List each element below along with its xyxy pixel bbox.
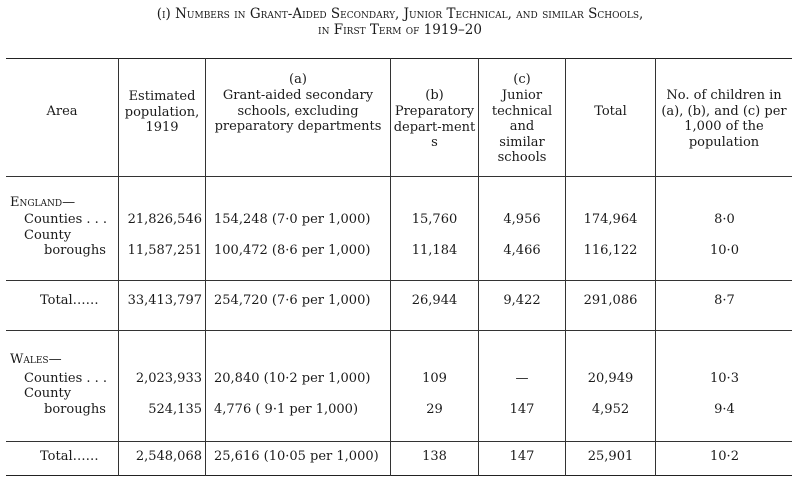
col-divider-2 — [205, 58, 206, 476]
england-counties-area: Counties . . . — [24, 212, 108, 227]
wales-total-preparatory: 138 — [422, 449, 447, 464]
england-total-area: Total…… — [40, 293, 99, 308]
rule-header-bottom — [6, 176, 792, 177]
england-total-junior: 9,422 — [503, 293, 541, 308]
england-total-total: 291,086 — [583, 293, 638, 308]
wales-counties-junior: — — [515, 371, 529, 386]
england-boroughs-preparatory: 11,184 — [411, 243, 458, 258]
rule-england-total-bottom — [6, 330, 792, 331]
england-counties-secondary: 154,248 (7·0 per 1,000) — [214, 212, 371, 227]
header-col-a: Grant-aided secondary schools, excluding preparatory departments — [214, 88, 382, 134]
col-divider-5 — [565, 58, 566, 476]
wales-total-population: 2,548,068 — [135, 449, 202, 464]
wales-counties-total: 20,949 — [587, 371, 634, 386]
wales-boroughs-population: 524,135 — [148, 402, 202, 417]
header-per-1000: No. of children in (a), (b), and (c) per 1,000 of the population — [661, 88, 787, 150]
england-counties-junior: 4,956 — [503, 212, 541, 227]
england-total-population: 33,413,797 — [127, 293, 202, 308]
wales-counties-population: 2,023,933 — [135, 371, 202, 386]
england-boroughs-junior: 4,466 — [503, 243, 541, 258]
rule-top — [6, 58, 792, 59]
wales-boroughs-area-2: boroughs — [44, 402, 106, 417]
wales-boroughs-junior: 147 — [509, 402, 535, 417]
england-total-per-1000: 8·7 — [714, 293, 735, 308]
wales-total-junior: 147 — [509, 449, 535, 464]
rule-wales-total-top — [6, 441, 792, 442]
england-counties-population: 21,826,546 — [127, 212, 202, 227]
table-subtitle: in First Term of 1919–20 — [318, 22, 482, 38]
wales-total-area: Total…… — [40, 449, 99, 464]
wales-label: Wales— — [10, 352, 62, 367]
col-divider-6 — [655, 58, 656, 476]
col-divider-4 — [478, 58, 479, 476]
wales-counties-per-1000: 10·3 — [710, 371, 739, 386]
rule-england-total-top — [6, 280, 792, 281]
col-divider-3 — [390, 58, 391, 476]
wales-total-total: 25,901 — [587, 449, 634, 464]
england-boroughs-area-1: County — [24, 228, 72, 243]
england-boroughs-secondary: 100,472 (8·6 per 1,000) — [214, 243, 371, 258]
wales-boroughs-preparatory: 29 — [426, 402, 443, 417]
england-total-secondary: 254,720 (7·6 per 1,000) — [214, 293, 371, 308]
wales-total-per-1000: 10·2 — [710, 449, 739, 464]
england-boroughs-population: 11,587,251 — [127, 243, 202, 258]
england-counties-per-1000: 8·0 — [714, 212, 735, 227]
rule-bottom — [6, 475, 792, 476]
header-col-c-mark: (c) — [513, 72, 531, 87]
wales-counties-area: Counties . . . — [24, 371, 108, 386]
wales-total-secondary: 25,616 (10·05 per 1,000) — [214, 449, 379, 464]
header-col-c: Junior technical and similar schools — [491, 88, 553, 165]
wales-boroughs-area-1: County — [24, 386, 72, 401]
england-boroughs-area-2: boroughs — [44, 243, 106, 258]
england-counties-total: 174,964 — [583, 212, 638, 227]
england-counties-preparatory: 15,760 — [411, 212, 458, 227]
header-area: Area — [46, 104, 78, 119]
header-population: Estimated population, 1919 — [124, 89, 200, 135]
header-col-a-mark: (a) — [289, 72, 307, 87]
wales-boroughs-total: 4,952 — [591, 402, 630, 417]
wales-boroughs-secondary: 4,776 ( 9·1 per 1,000) — [214, 402, 359, 417]
header-col-b: Preparatory depart-ments — [393, 104, 476, 150]
header-total: Total — [594, 104, 627, 119]
england-label: England— — [10, 195, 76, 210]
wales-boroughs-per-1000: 9·4 — [714, 402, 735, 417]
wales-counties-secondary: 20,840 (10·2 per 1,000) — [214, 371, 371, 386]
england-boroughs-per-1000: 10·0 — [710, 243, 739, 258]
table-title: (i) Numbers in Grant-Aided Secondary, Junior Technical, and similar Schools, — [156, 6, 644, 22]
wales-counties-preparatory: 109 — [422, 371, 447, 386]
header-col-b-mark: (b) — [425, 88, 444, 103]
england-boroughs-total: 116,122 — [583, 243, 638, 258]
england-total-preparatory: 26,944 — [411, 293, 458, 308]
